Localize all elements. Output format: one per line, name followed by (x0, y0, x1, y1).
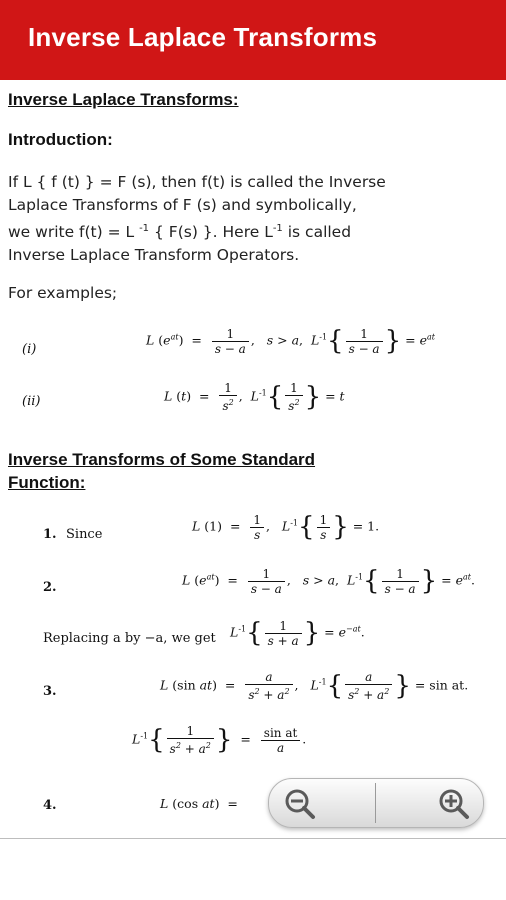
item-4-formula: L (cos at) = (160, 796, 238, 811)
intro-line-3: we write f(t) = L $^{-1}$ { F(s) }. Here $L^{-1}$ is called (8, 223, 352, 242)
zoom-out-button[interactable] (269, 779, 375, 827)
zoom-out-icon (283, 787, 319, 821)
zoom-controls (268, 778, 484, 828)
page-heading: Inverse Laplace Transforms: (8, 90, 239, 109)
zoom-in-icon (437, 787, 473, 821)
example-1-formula: L $(e^{at})$ = $\frac{1}{s - a}$ , s > a, $L^{-1}${ $\frac{1}{s - a}$ } = $e^{at}$ (146, 326, 435, 356)
example-2-formula: L (t) = $\frac{1}{s^2}$ , $L^{-1}${ $\frac{1}{s^2}$ } = t (164, 381, 345, 413)
section-heading-line-2: Function: (8, 473, 86, 492)
item-1-text: Since (66, 527, 103, 542)
replacing-formula: $L^{-1}${ $\frac{1}{s + a}$ } = $e^{-at}$. (230, 618, 365, 648)
item-3-number: 3. (43, 684, 57, 699)
intro-paragraph (8, 171, 478, 267)
example-1-label: (i) (22, 342, 37, 357)
bottom-divider (0, 838, 506, 839)
section-heading-line-1: Inverse Transforms of Some Standard (8, 450, 316, 469)
replacing-text: Replacing a by −a, we get (43, 631, 216, 646)
item-2-formula: L $(e^{at})$ = $\frac{1}{s - a}$ , s > a, $L^{-1}${ $\frac{1}{s - a}$ } = $e^{at}$. (182, 566, 475, 596)
item-3-formula: L (sin at) = $\frac{a}{s^2 + a^2}$ , $L^{-1}${ $\frac{a}{s^2 + a^2}$ } = sin at. (160, 670, 469, 702)
app-title: Inverse Laplace Transforms (28, 22, 378, 52)
intro-line-4: Inverse Laplace Transform Operators. (8, 246, 300, 265)
intro-line-2: Laplace Transforms of F (s) and symbolically, (8, 196, 357, 214)
examples-label: For examples; (8, 284, 118, 302)
zoom-in-button[interactable] (377, 779, 483, 827)
item-1-number: 1. (43, 527, 57, 542)
zoom-divider (375, 783, 376, 823)
item-2-number: 2. (43, 580, 57, 595)
intro-line-1: If L { f (t) } = F (s), then f(t) is called the Inverse (8, 173, 386, 191)
intro-heading: Introduction: (8, 130, 113, 149)
example-2-label: (ii) (22, 394, 41, 409)
app-bar (0, 0, 506, 80)
document-view[interactable] (0, 80, 506, 840)
item-4-number: 4. (43, 798, 57, 813)
sin-over-a-formula: $L^{-1}${ $\frac{1}{s^2 + a^2}$ } = $\frac{\text{sin at}}{a}$ . (132, 724, 307, 756)
item-1-formula: L (1) = $\frac{1}{s}$ , $L^{-1}${ $\frac{1}{s}$ } = 1. (192, 512, 380, 542)
